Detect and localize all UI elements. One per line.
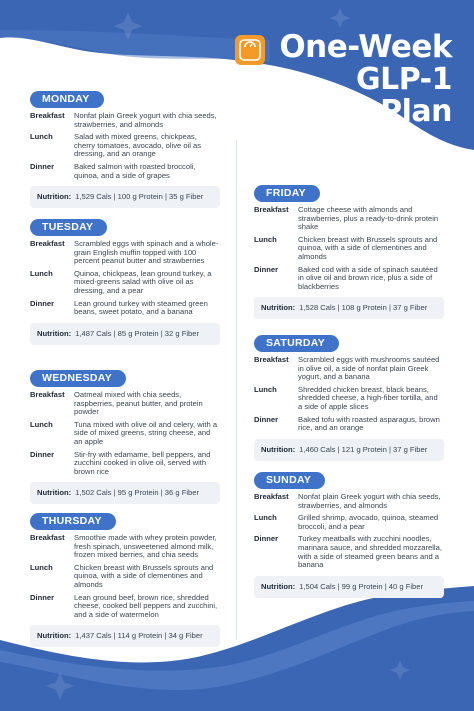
nutrition-label: Nutrition:: [261, 581, 296, 591]
meal-label: Lunch: [30, 132, 53, 142]
meal-row-lunch: [254, 514, 444, 531]
day-header: FRIDAY: [254, 185, 320, 202]
meal-text: Turkey meatballs with zucchini noodles, marinara sauce, and shredded mozzarella, with a side of steamed green beans and a banana: [298, 534, 442, 570]
meal-label: Breakfast: [254, 355, 289, 364]
nutrition-label: Nutrition:: [37, 328, 72, 338]
meal-row-lunch: [254, 386, 444, 412]
day-header: TUESDAY: [30, 219, 107, 236]
nutrition-box: [30, 323, 220, 345]
title-block: [279, 29, 452, 129]
meal-row-lunch: [30, 133, 220, 159]
meal-text: Nonfat plain Greek yogurt with chia seeds, strawberries, and almonds: [298, 492, 441, 510]
meal-row-breakfast: [30, 240, 220, 266]
meal-row-dinner: [30, 163, 220, 180]
meal-label: Dinner: [30, 592, 55, 602]
meal-text: Cottage cheese with almonds and strawberries, plus a ready-to-drink protein shake: [298, 205, 439, 232]
day-card-monday: [30, 89, 220, 208]
meal-text: Salad with mixed greens, chickpeas, cherry tomatoes, avocado, olive oil as dressing, and an orange: [74, 132, 202, 159]
meal-text: Baked salmon with roasted broccoli, quinoa, and a side of grapes: [74, 161, 196, 180]
meal-row-lunch: [254, 236, 444, 262]
meal-label: Breakfast: [30, 533, 65, 542]
meal-row-breakfast: [30, 534, 220, 560]
nutrition-values: 1,487 Cals | 85 g Protein | 32 g Fiber: [75, 328, 200, 338]
meal-text: Lean ground turkey with steamed green beans, sweet potato, and a banana: [74, 298, 208, 317]
meal-text: Baked cod with a side of spinach sautéed in olive oil and brown rice, plus a side of blackberries: [298, 264, 438, 291]
title-line-2: GLP-1: [355, 62, 452, 97]
meal-label: Dinner: [30, 161, 55, 171]
nutrition-box: [254, 439, 444, 461]
meal-text: Shredded chicken breast, black beans, shredded cheese, a high-fiber tortilla, and a side of apple slices: [298, 384, 438, 411]
meal-row-dinner: [254, 535, 444, 569]
meal-text: Smoothie made with whey protein powder, fresh spinach, unsweetened almond milk, frozen mixed berries, and chia seeds: [74, 533, 217, 560]
meal-label: Breakfast: [30, 111, 65, 120]
meal-text: Baked tofu with roasted asparagus, brown rice, and an orange: [298, 414, 440, 433]
nutrition-values: 1,528 Cals | 108 g Protein | 37 g Fiber: [299, 303, 428, 313]
nutrition-values: 1,504 Cals | 99 g Protein | 40 g Fiber: [299, 581, 424, 591]
nutrition-label: Nutrition:: [37, 631, 72, 641]
meal-label: Lunch: [254, 234, 277, 244]
scale-icon: [235, 35, 265, 65]
nutrition-box: [254, 297, 444, 319]
meal-label: Lunch: [30, 268, 53, 278]
meal-label: Lunch: [30, 562, 53, 572]
meal-row-breakfast: [254, 206, 444, 232]
meal-row-dinner: [254, 416, 444, 433]
meal-text: Quinoa, chickpeas, lean ground turkey, a mixed-greens salad with olive oil as dressing, and a pear: [74, 268, 212, 295]
meal-text: Scrambled eggs with mushrooms sautéed in olive oil, a side of nonfat plain Greek yogurt, and a banana: [298, 355, 440, 382]
meal-text: Nonfat plain Greek yogurt with chia seeds, strawberries, and almonds: [74, 111, 217, 129]
meal-label: Dinner: [30, 449, 55, 459]
day-card-tuesday: [30, 217, 220, 345]
nutrition-box: [30, 482, 220, 504]
meal-text: Chicken breast with Brussels sprouts and quinoa, with a side of clementines and almonds: [74, 562, 214, 589]
meal-text: Scrambled eggs with spinach and a whole-grain English muffin topped with 100 percent peanut butter and strawberries: [74, 239, 219, 266]
meal-label: Breakfast: [30, 239, 65, 248]
meal-text: Grilled shrimp, avocado, quinoa, steamed broccoli, and a pear: [298, 513, 439, 531]
meal-label: Dinner: [30, 298, 55, 308]
day-header: WEDNESDAY: [30, 370, 126, 387]
title-line-1: One-Week: [279, 29, 452, 65]
nutrition-label: Nutrition:: [261, 303, 296, 313]
nutrition-label: Nutrition:: [37, 488, 72, 498]
meal-label: Dinner: [254, 414, 279, 424]
nutrition-box: [30, 625, 220, 647]
meal-row-lunch: [30, 421, 220, 447]
meal-row-breakfast: [254, 356, 444, 382]
meal-row-dinner: [30, 300, 220, 317]
nutrition-values: 1,437 Cals | 114 g Protein | 34 g Fiber: [75, 631, 203, 641]
meal-text: Lean ground beef, brown rice, shredded cheese, cooked bell peppers and zucchini, and a side of watermelon: [74, 592, 218, 619]
meal-row-breakfast: [30, 391, 220, 417]
day-header: SUNDAY: [254, 472, 325, 489]
meal-label: Dinner: [254, 264, 279, 274]
meal-row-breakfast: [30, 112, 220, 129]
day-card-sunday: [254, 470, 444, 598]
nutrition-values: 1,529 Cals | 100 g Protein | 35 g Fiber: [75, 192, 204, 202]
day-header: SATURDAY: [254, 335, 339, 352]
meal-row-lunch: [30, 270, 220, 296]
meal-row-dinner: [254, 266, 444, 292]
meal-row-lunch: [30, 564, 220, 590]
day-card-friday: [254, 183, 444, 319]
column-divider: [236, 140, 237, 640]
meal-row-dinner: [30, 594, 220, 620]
meal-label: Breakfast: [254, 492, 289, 501]
meal-row-breakfast: [254, 493, 444, 510]
nutrition-label: Nutrition:: [261, 444, 296, 454]
nutrition-label: Nutrition:: [37, 192, 72, 202]
day-card-wednesday: [30, 368, 220, 504]
meal-label: Lunch: [30, 419, 53, 429]
day-card-thursday: [30, 511, 220, 647]
nutrition-values: 1,460 Cals | 121 g Protein | 37 g Fiber: [299, 444, 428, 454]
nutrition-box: [30, 186, 220, 208]
meal-label: Lunch: [254, 384, 277, 394]
meal-label: Breakfast: [30, 390, 65, 399]
day-card-saturday: [254, 333, 444, 461]
meal-label: Breakfast: [254, 205, 289, 214]
day-header: MONDAY: [30, 91, 104, 108]
meal-text: Chicken breast with Brussels sprouts and quinoa, with a side of clementines and almonds: [298, 234, 438, 261]
nutrition-values: 1,502 Cals | 95 g Protein | 36 g Fiber: [75, 488, 200, 498]
nutrition-box: [254, 576, 444, 598]
meal-text: Tuna mixed with olive oil and celery, with a side of mixed greens, string cheese, and an apple: [74, 419, 218, 446]
meal-label: Dinner: [254, 534, 279, 544]
meal-text: Oatmeal mixed with chia seeds, raspberries, peanut butter, and protein powder: [74, 390, 203, 417]
meal-row-dinner: [30, 451, 220, 477]
meal-label: Lunch: [254, 513, 277, 523]
day-header: THURSDAY: [30, 513, 116, 530]
meal-text: Stir-fry with edamame, bell peppers, and zucchini cooked in olive oil, served with brown rice: [74, 449, 211, 476]
title-line-3: Meal Plan: [291, 94, 452, 129]
